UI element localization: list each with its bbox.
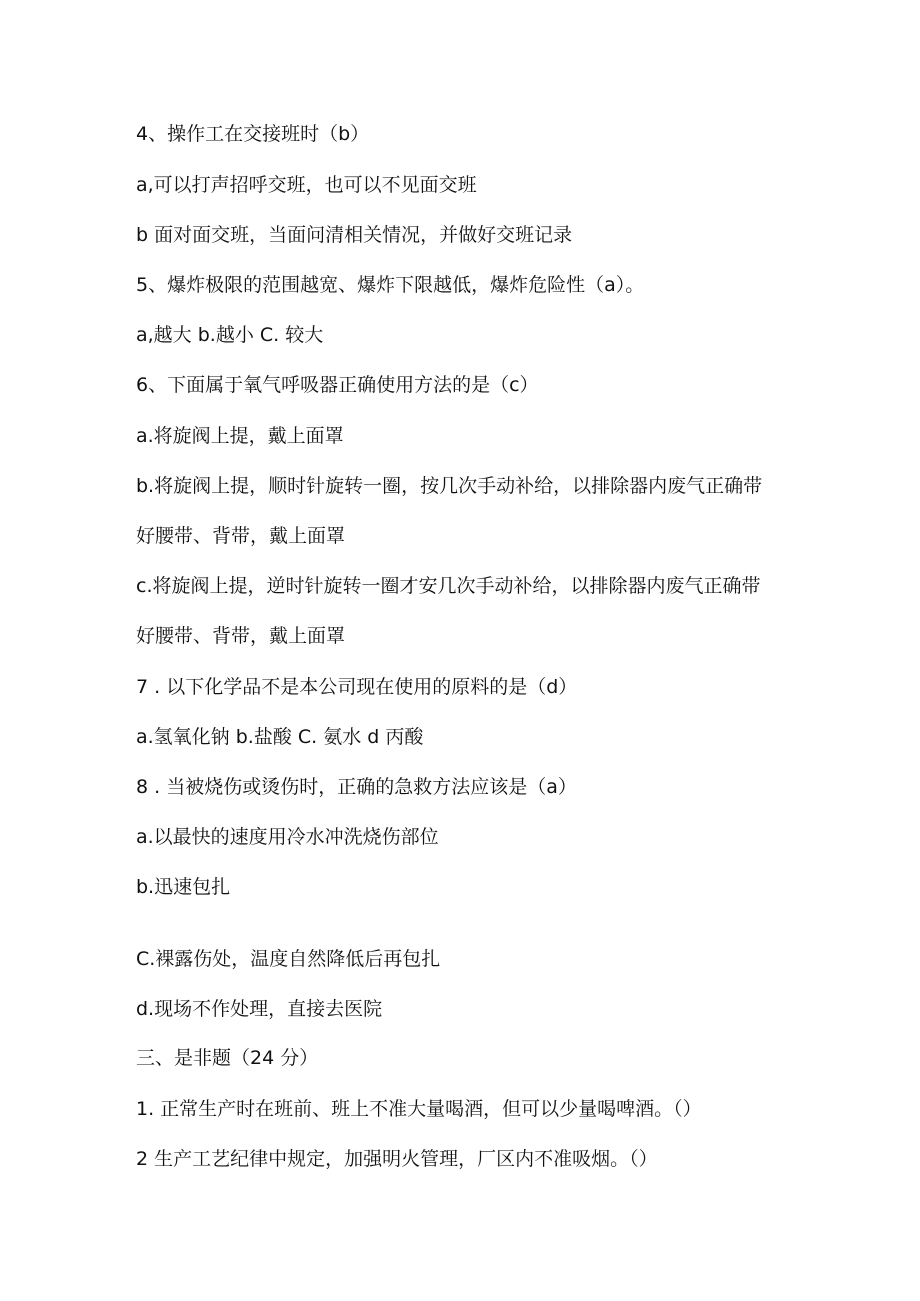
question-4-option-a: a,可以打声招呼交班，也可以不见面交班 <box>136 174 477 196</box>
question-5: 5、爆炸极限的范围越宽、爆炸下限越低，爆炸危险性（a）。 <box>136 274 645 296</box>
question-6-option-a: a.将旋阀上提，戴上面罩 <box>136 425 344 447</box>
question-5-options: a,越大 b.越小 C. 较大 <box>136 324 324 346</box>
question-7-options: a.氢氧化钠 b.盐酸 C. 氨水 d 丙酸 <box>136 726 424 748</box>
true-false-item-1: 1. 正常生产时在班前、班上不准大量喝酒，但可以少量喝啤酒。（） <box>136 1098 702 1120</box>
question-4: 4、操作工在交接班时（b） <box>136 123 370 145</box>
question-8-option-b: b.迅速包扎 <box>136 876 231 898</box>
section-heading-true-false: 三、是非题（24 分） <box>136 1047 319 1069</box>
question-8-option-c: C.裸露伤处，温度自然降低后再包扎 <box>136 948 441 970</box>
question-8-option-d: d.现场不作处理，直接去医院 <box>136 998 383 1020</box>
question-7: 7 . 以下化学品不是本公司现在使用的原料的是（d） <box>136 676 578 698</box>
question-6-option-c: c.将旋阀上提，逆时针旋转一圈才安几次手动补给，以排除器内废气正确带 <box>136 575 761 597</box>
question-6: 6、下面属于氧气呼吸器正确使用方法的是（c） <box>136 374 539 396</box>
question-6-option-c-cont: 好腰带、背带，戴上面罩 <box>136 625 346 647</box>
question-4-option-b: b 面对面交班，当面问清相关情况，并做好交班记录 <box>136 224 573 246</box>
question-8-option-a: a.以最快的速度用冷水冲洗烧伤部位 <box>136 826 439 848</box>
question-8: 8 . 当被烧伤或烫伤时，正确的急救方法应该是（a） <box>136 776 577 798</box>
question-6-option-b: b.将旋阀上提，顺时针旋转一圈，按几次手动补给，以排除器内废气正确带 <box>136 475 763 497</box>
true-false-item-2: 2 生产工艺纪律中规定，加强明火管理，厂区内不准吸烟。（） <box>136 1148 658 1170</box>
question-6-option-b-cont: 好腰带、背带，戴上面罩 <box>136 525 346 547</box>
